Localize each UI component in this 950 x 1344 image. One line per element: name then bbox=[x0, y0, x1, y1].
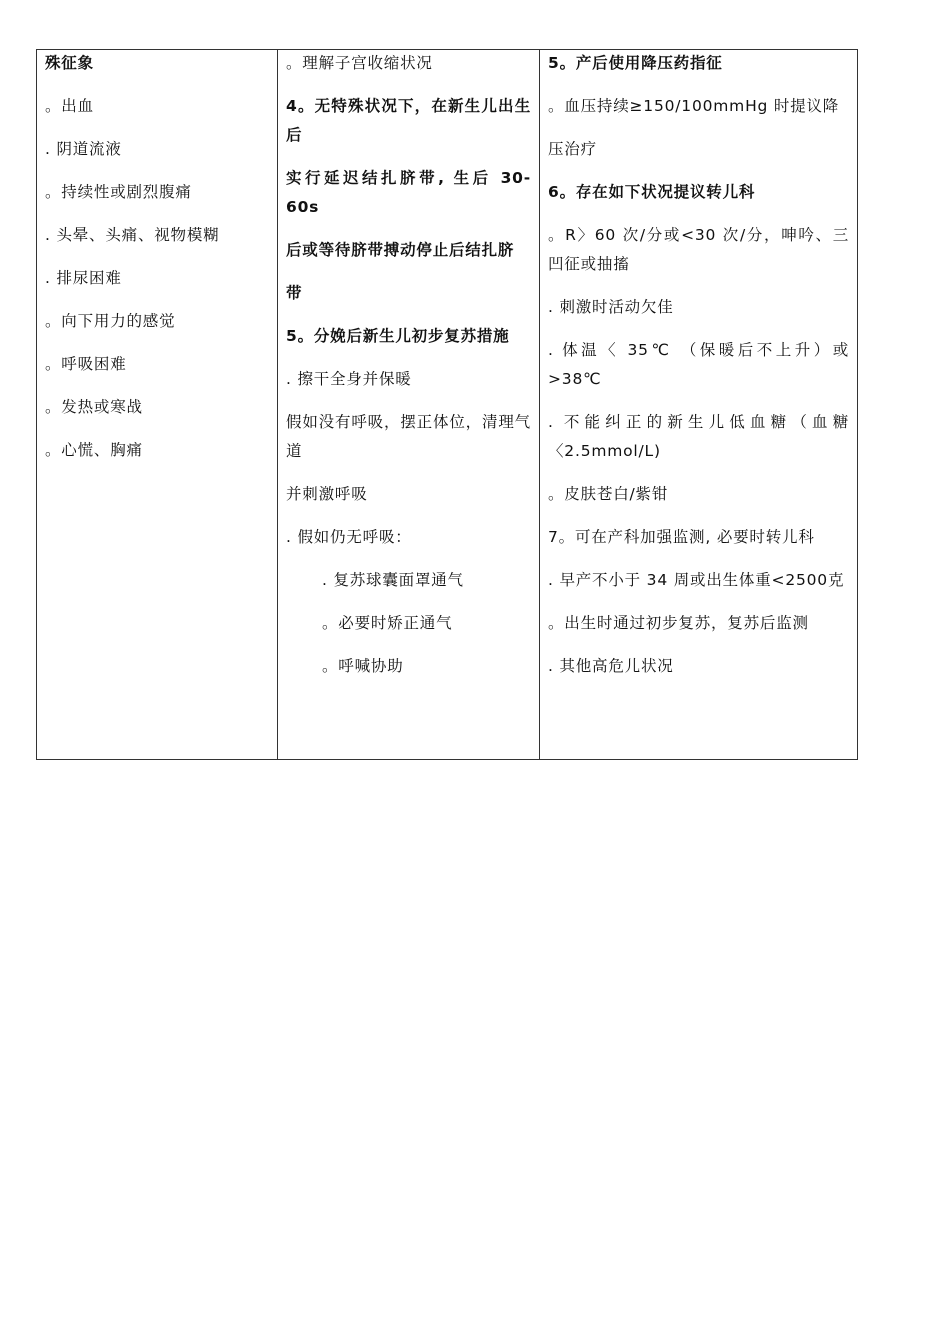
section-heading: 实行延迟结扎脐带, 生后 30-60s bbox=[286, 169, 531, 216]
section-heading: 殊征象 bbox=[45, 54, 94, 72]
list-item: 。必要时矫正通气 bbox=[322, 614, 453, 632]
list-item: . 其他高危儿状况 bbox=[548, 657, 674, 675]
list-item: 。持续性或剧烈腹痛 bbox=[45, 183, 192, 201]
table-column-2 bbox=[278, 50, 540, 759]
list-item: . 刺激时活动欠佳 bbox=[548, 298, 674, 316]
table-column-1 bbox=[37, 50, 278, 759]
section-heading: 4。无特殊状况下，在新生儿出生后 bbox=[286, 97, 531, 144]
section-heading: 后或等待脐带搏动停止后结扎脐 bbox=[286, 241, 515, 259]
list-item: . 阴道流液 bbox=[45, 140, 122, 158]
list-item: . 复苏球囊面罩通气 bbox=[322, 571, 464, 589]
list-item: 7。可在产科加强监测, 必要时转儿科 bbox=[548, 528, 815, 546]
section-heading: 5。分娩后新生儿初步复苏措施 bbox=[286, 327, 510, 345]
list-item: 并刺激呼吸 bbox=[286, 485, 368, 503]
list-item: 。呼喊协助 bbox=[322, 657, 404, 675]
list-item: . 不能纠正的新生儿低血糖（血糖〈2.5mmol/L) bbox=[548, 413, 849, 460]
list-item: 。血压持续≥150/100mmHg 时提议降 bbox=[548, 97, 840, 115]
list-item: 。出血 bbox=[45, 97, 94, 115]
list-item: . 排尿困难 bbox=[45, 269, 122, 287]
list-item: . 擦干全身并保暖 bbox=[286, 370, 412, 388]
list-item: 。出生时通过初步复苏，复苏后监测 bbox=[548, 614, 809, 632]
list-item: . 体温〈 35℃ （保暖后不上升）或>38℃ bbox=[548, 341, 849, 388]
list-item: 压治疗 bbox=[548, 140, 597, 158]
list-item: . 假如仍无呼吸： bbox=[286, 528, 412, 546]
list-item: 假如没有呼吸，摆正体位，清理气道 bbox=[286, 413, 531, 460]
list-item: 。发热或寒战 bbox=[45, 398, 143, 416]
list-item: . 早产不小于 34 周或出生体重<2500克 bbox=[548, 571, 845, 589]
section-heading: 带 bbox=[286, 284, 303, 302]
section-heading: 5。产后使用降压药指征 bbox=[548, 54, 723, 72]
list-item: 。心慌、胸痛 bbox=[45, 441, 143, 459]
list-item: 。R〉60 次/分或<30 次/分，呻吟、三凹征或抽搐 bbox=[548, 226, 849, 273]
list-item: . 头晕、头痛、视物模糊 bbox=[45, 226, 220, 244]
table-column-3 bbox=[540, 50, 857, 759]
list-item: 。皮肤苍白/紫钳 bbox=[548, 485, 669, 503]
document-table bbox=[36, 49, 858, 760]
list-item: 。向下用力的感觉 bbox=[45, 312, 176, 330]
list-item: 。呼吸困难 bbox=[45, 355, 127, 373]
section-heading: 6。存在如下状况提议转儿科 bbox=[548, 183, 756, 201]
list-item: 。理解子宫收缩状况 bbox=[286, 54, 433, 72]
